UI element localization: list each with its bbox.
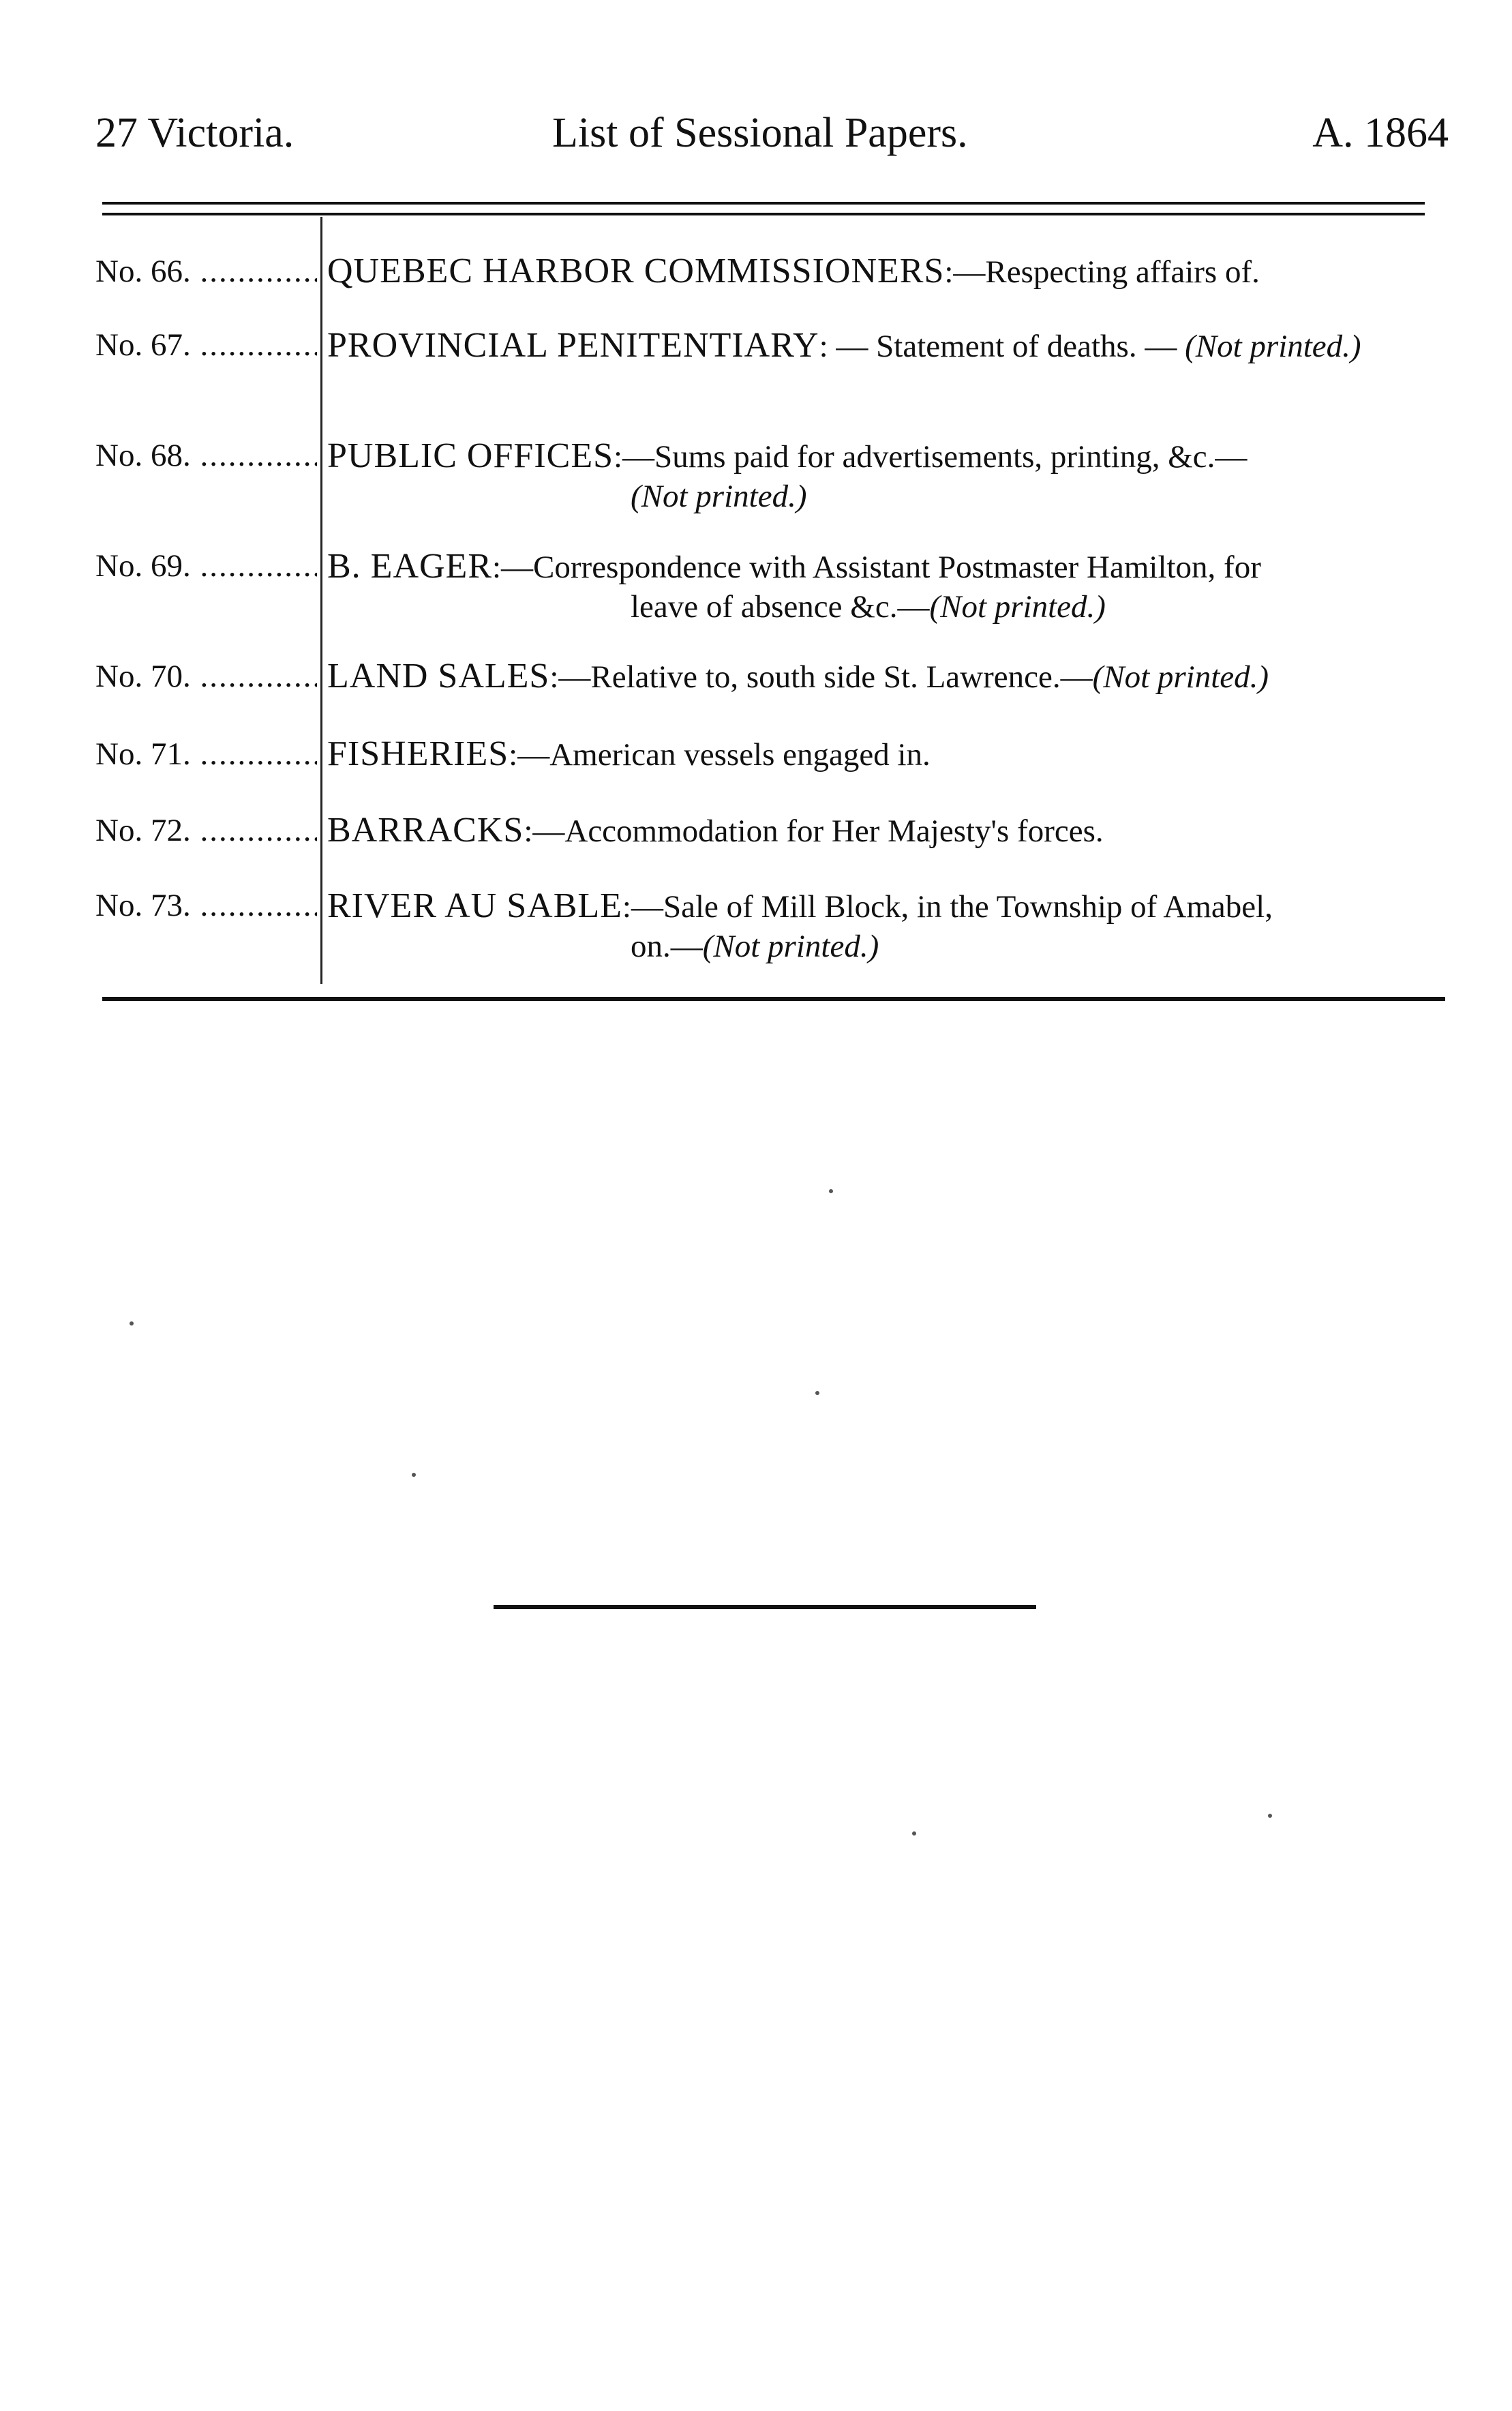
entry-continuation: on.— xyxy=(631,929,703,964)
entry-continuation: leave of absence &c.— xyxy=(631,589,930,625)
column-divider xyxy=(320,217,322,984)
not-printed-note: (Not printed.) xyxy=(1185,329,1361,364)
entry-text xyxy=(327,811,1449,850)
entry-description: :—Sale of Mill Block, in the Township of Amabel, xyxy=(622,889,1273,925)
header-title: List of Sessional Papers. xyxy=(552,110,968,156)
entry-number: No. 67. ..... xyxy=(95,326,317,364)
entry-subject: RIVER AU SABLE xyxy=(327,886,622,925)
entry-subject: PUBLIC OFFICES xyxy=(327,436,614,475)
entry-text xyxy=(327,436,1449,516)
entry-subject: FISHERIES xyxy=(327,734,509,773)
entry-number: No. 69. ..... xyxy=(95,547,317,585)
entry-description: :—Relative to, south side St. Lawrence.— xyxy=(549,659,1093,695)
scan-speck xyxy=(829,1189,833,1193)
entry-number: No. 71. ..... xyxy=(95,735,317,773)
not-printed-note: (Not printed.) xyxy=(929,589,1106,625)
header-session: 27 Victoria. xyxy=(95,110,294,156)
not-printed-note: (Not printed.) xyxy=(702,929,879,964)
entry-text xyxy=(327,886,1449,966)
scan-speck xyxy=(130,1321,134,1326)
scan-speck xyxy=(912,1831,916,1836)
entry-number: No. 72. ..... xyxy=(95,811,317,850)
entry-number: No. 68. ..... xyxy=(95,436,317,475)
scan-speck xyxy=(1268,1814,1272,1818)
scan-speck xyxy=(815,1391,819,1395)
entry-subject: LAND SALES xyxy=(327,657,550,695)
list-end-rule xyxy=(102,997,1445,1001)
scan-speck xyxy=(412,1473,416,1477)
entry-subject: QUEBEC HARBOR COMMISSIONERS xyxy=(327,252,945,290)
entry-text xyxy=(327,252,1449,291)
entry-text xyxy=(327,735,1449,774)
entry-number: No. 70. ..... xyxy=(95,657,317,695)
entry-subject: B. EAGER xyxy=(327,547,492,586)
entry-description: :—Accommodation for Her Majesty's forces. xyxy=(524,813,1104,849)
entry-subject: BARRACKS xyxy=(327,811,524,850)
entry-description: :—Sums paid for advertisements, printing, &c.— xyxy=(614,439,1248,475)
not-printed-note: (Not printed.) xyxy=(631,479,807,514)
not-printed-note: (Not printed.) xyxy=(1092,659,1269,695)
entry-number: No. 73. ..... xyxy=(95,886,317,925)
page-end-rule xyxy=(494,1605,1036,1609)
entry-number: No. 66. ..... xyxy=(95,252,317,290)
entry-text xyxy=(327,326,1449,366)
entry-description: :—Correspondence with Assistant Postmaster Hamilton, for xyxy=(492,550,1261,585)
entry-description: :—American vessels engaged in. xyxy=(509,737,931,773)
entry-text xyxy=(327,657,1449,696)
header-year: A. 1864 xyxy=(1312,110,1449,156)
entry-text xyxy=(327,547,1449,627)
page-header xyxy=(95,109,1449,170)
entry-subject: PROVINCIAL PENITENTIARY xyxy=(327,326,819,365)
entry-description: : — Statement of deaths. — xyxy=(819,329,1177,364)
entry-description: :—Respecting affairs of. xyxy=(944,254,1260,290)
header-double-rule xyxy=(102,202,1425,215)
